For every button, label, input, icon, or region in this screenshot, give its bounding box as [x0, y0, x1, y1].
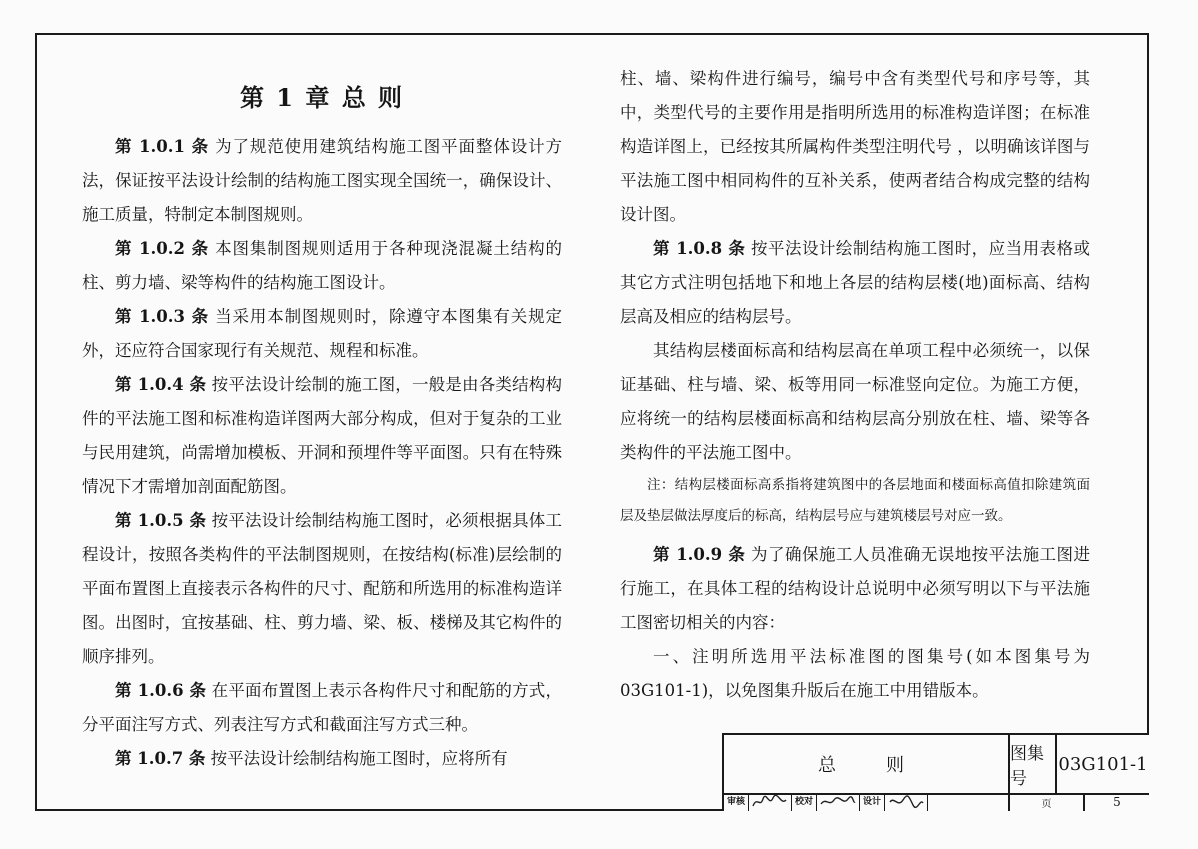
clause-number: 第 1.0.1 条: [115, 137, 209, 156]
check-label: 校对: [792, 793, 817, 811]
review-label: 审核: [724, 793, 749, 811]
clause-1-0-4: [82, 368, 562, 504]
clause-text: 按平法设计绘制结构施工图时，应当用表格或其它方式注明包括地下和地上各层的结构层楼(地)面标高、结构层高及相应的结构层号。: [620, 239, 1090, 326]
page-number: 5: [1083, 793, 1149, 811]
clause-number: 第 1.0.2 条: [115, 239, 209, 258]
check-signature: [817, 793, 860, 811]
signature-strip: [724, 793, 928, 811]
clause-1-0-8-paragraph: 其结构层楼面标高和结构层高在单项工程中必须统一，以保证基础、柱与墙、梁、板等用同一标准竖向定位。为施工方便，应将统一的结构层楼面标高和结构层高分别放在柱、墙、梁等各类构件的平法施工图中。: [620, 341, 1090, 462]
clause-text: 在平面布置图上表示各构件尺寸和配筋的方式，分平面注写方式、列表注写方式和截面注写方式三种。: [82, 681, 563, 734]
clause-text: 本图集制图规则适用于各种现浇混凝土结构的柱、剪力墙、梁等构件的结构施工图设计。: [82, 239, 563, 292]
clause-number: 第 1.0.8 条: [653, 239, 746, 258]
clause-text: 为了确保施工人员准确无误地按平法施工图进行施工，在具体工程的结构设计总说明中必须写明以下与平法施工图密切相关的内容：: [620, 545, 1090, 632]
clause-1-0-3: [82, 300, 562, 368]
review-signature: [749, 793, 792, 811]
clause-number: 第 1.0.7 条: [115, 749, 206, 768]
chapter-title: 第 1 章 总 则: [239, 83, 405, 112]
clause-text: 当采用本制图规则时，除遵守本图集有关规定外，还应符合国家现行有关规范、规程和标准。: [82, 307, 563, 360]
clause-1-0-9-item-1: 一、注明所选用平法标准图的图集号(如本图集号为03G101-1)，以免图集升版后在施工中用错版本。: [620, 647, 1090, 700]
clause-1-0-8: [620, 232, 1090, 334]
note-text: 注：结构层楼面标高系指将建筑图中的各层地面和楼面标高值扣除建筑面层及垫层做法厚度后的标高，结构层号应与建筑楼层号对应一致。: [620, 477, 1090, 524]
clause-text: 按平法设计绘制结构施工图时，必须根据具体工程设计，按照各类构件的平法制图规则，在按结构(标准)层绘制的平面布置图上直接表示各构件的尺寸、配筋和所选用的标准构造详图。出图时，宜按基础、柱、剪力墙、梁、板、楼梯及其它构件的顺序排列。: [82, 511, 563, 666]
design-signature: [885, 793, 928, 811]
clause-1-0-9: [620, 538, 1090, 640]
title-block-title: 总则: [818, 755, 954, 776]
clause-number: 第 1.0.4 条: [115, 375, 207, 394]
clause-1-0-5: [82, 504, 562, 674]
title-block: [722, 733, 1149, 811]
clause-number: 第 1.0.5 条: [115, 511, 207, 530]
page-label: 页: [1008, 793, 1083, 811]
clause-1-0-7: [82, 742, 562, 776]
clause-1-0-2: [82, 232, 562, 300]
clause-number: 第 1.0.6 条: [115, 681, 207, 700]
clause-number: 第 1.0.9 条: [653, 545, 746, 564]
clause-1-0-1: [82, 130, 562, 232]
atlas-number-label: 图集号: [1008, 735, 1055, 793]
clause-number: 第 1.0.3 条: [115, 307, 209, 326]
clause-text: 按平法设计绘制的施工图，一般是由各类结构构件的平法施工图和标准构造详图两大部分构成，但对于复杂的工业与民用建筑，尚需增加模板、开洞和预埋件等平面图。只有在特殊情况下才需增加剖面配筋图。: [82, 375, 563, 496]
clause-1-0-7-continued: 柱、墙、梁构件进行编号，编号中含有类型代号和序号等，其中，类型代号的主要作用是指明所选用的标准构造详图；在标准构造详图上，已经按其所属构件类型注明代号 ，以明确该详图与平法施工图中相同构件的互补关系，使两者结合构成完整的结构设计图。: [620, 69, 1090, 224]
atlas-number: 03G101-1: [1055, 735, 1149, 793]
clause-text: 按平法设计绘制结构施工图时，应将所有: [205, 749, 508, 768]
left-column: [82, 130, 562, 776]
right-column: [620, 62, 1090, 708]
clause-text: 为了规范使用建筑结构施工图平面整体设计方法，保证按平法设计绘制的结构施工图实现全国统一，确保设计、施工质量，特制定本制图规则。: [82, 137, 563, 224]
design-label: 设计: [860, 793, 885, 811]
clause-1-0-6: [82, 674, 562, 742]
